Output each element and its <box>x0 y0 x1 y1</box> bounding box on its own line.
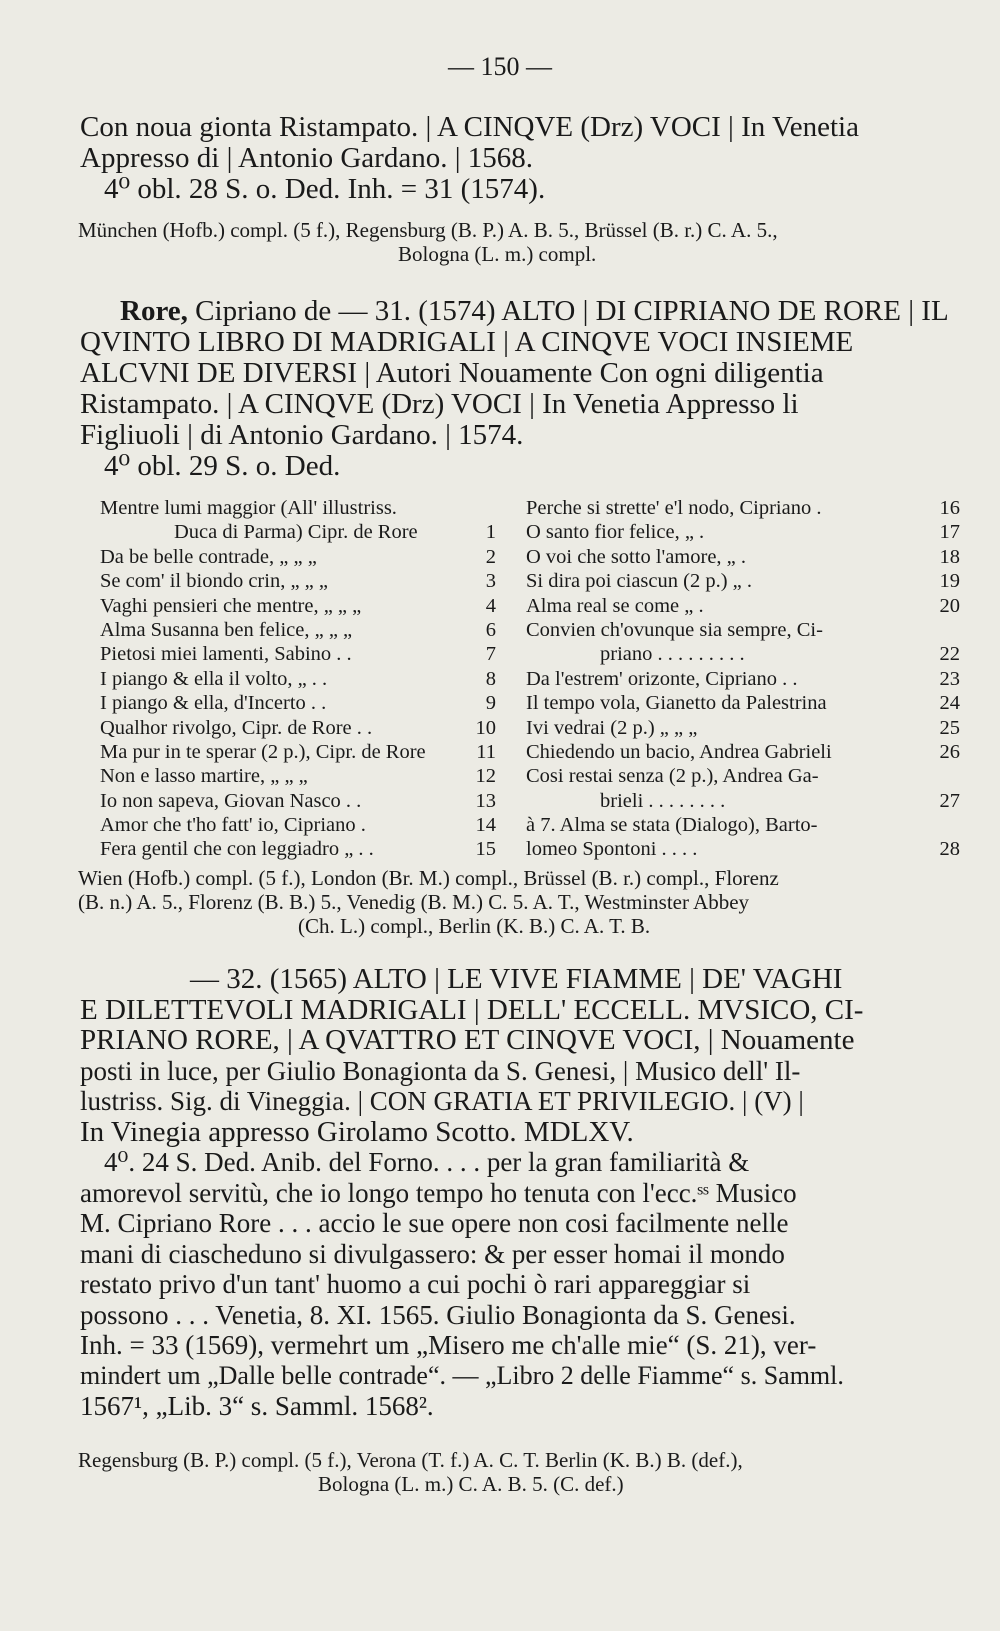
madrigal-number <box>470 496 496 520</box>
location-line: München (Hofb.) compl. (5 f.), Regensburg (B. P.) A. B. 5., Brüssel (B. r.) C. A. 5., <box>78 218 778 242</box>
contents-item <box>526 837 960 861</box>
text-line: QVINTO LIBRO DI MADRIGALI | A CINQVE VOCI INSIEME <box>80 326 854 358</box>
page-number: — 150 — <box>448 52 552 81</box>
madrigal-title: Alma real se come „ . <box>526 594 704 617</box>
madrigal-number: 8 <box>485 667 496 690</box>
madrigal-number: 10 <box>475 716 496 739</box>
madrigal-number: 13 <box>475 789 496 812</box>
text-line: posti in luce, per Giulio Bonagionta da S. Genesi, | Musico dell' Il- <box>80 1055 801 1086</box>
library-locations <box>78 218 963 266</box>
madrigal-title: Ivi vedrai (2 p.) „ „ „ <box>526 716 698 739</box>
madrigal-title: Pietosi miei lamenti, Sabino . . <box>100 643 352 666</box>
madrigal-title: à 7. Alma se stata (Dialogo), Barto- <box>526 814 818 837</box>
madrigal-title: Qualhor rivolgo, Cipr. de Rore . . <box>100 716 373 739</box>
contents-item <box>100 667 496 691</box>
text-line: Figliuoli | di Antonio Gardano. | 1574. <box>80 419 524 451</box>
contents-item <box>526 667 960 691</box>
madrigal-title: Perche si strette' e'l nodo, Cipriano . <box>526 497 822 519</box>
text-line: ALCVNI DE DIVERSI | Autori Nouamente Con ogni diligentia <box>80 357 824 389</box>
contents-item <box>100 520 496 544</box>
contents-item <box>526 716 960 740</box>
madrigal-title: Duca di Parma) Cipr. de Rore <box>174 521 418 544</box>
contents-item <box>100 813 496 837</box>
text-line: amorevol servitù, che io longo tempo ho tenuta con l'ecc.ˢˢ Musico <box>80 1177 797 1208</box>
madrigal-title: I piango & ella il volto, „ . . <box>100 667 328 690</box>
madrigal-title: Non e lasso martire, „ „ „ <box>100 765 308 788</box>
contents-item <box>100 716 496 740</box>
entry-continuation <box>80 112 960 205</box>
text-line: restato privo d'un tant' huomo a cui pochi ò rari appareggiar si <box>80 1269 751 1299</box>
contents-item <box>100 594 496 618</box>
madrigal-title: O voi che sotto l'amore, „ . <box>526 545 747 568</box>
text-line: mani di ciascheduno si divulgassero: & per esser homai il mondo <box>80 1238 785 1269</box>
madrigal-title: brieli . . . . . . . . <box>600 789 726 812</box>
contents-item <box>100 837 496 861</box>
contents-item <box>100 618 496 642</box>
text-line: mindert um „Dalle belle contrade“. — „Libro 2 delle Fiamme“ s. Samml. <box>80 1360 844 1390</box>
location-line: Bologna (L. m.) compl. <box>398 242 597 266</box>
text-line: possono . . . Venetia, 8. XI. 1565. Giulio Bonagionta da S. Genesi. <box>80 1299 796 1330</box>
madrigal-number: 25 <box>939 716 960 739</box>
madrigal-number: 16 <box>939 497 960 519</box>
madrigal-number: 4 <box>485 594 496 617</box>
contents-item <box>526 569 960 593</box>
madrigal-title: priano . . . . . . . . . <box>600 643 745 666</box>
madrigal-title: Vaghi pensieri che mentre, „ „ „ <box>100 594 362 617</box>
contents-item <box>526 618 960 642</box>
location-line: Regensburg (B. P.) compl. (5 f.), Verona (T. f.) A. C. T. Berlin (K. B.) B. (def.), <box>78 1448 743 1472</box>
text-line: Cipriano de — 31. (1574) ALTO | DI CIPRIANO DE RORE | IL <box>195 295 949 327</box>
contents-item <box>100 740 496 764</box>
madrigal-title: Si dira poi ciascun (2 p.) „ . <box>526 570 753 593</box>
text-line: PRIANO RORE, | A QVATTRO ET CINQVE VOCI, | Nouamente <box>80 1024 855 1056</box>
madrigal-number: 28 <box>939 838 960 861</box>
contents-item <box>526 545 960 569</box>
contents-item <box>100 691 496 715</box>
madrigal-number: 22 <box>939 643 960 666</box>
madrigal-number: 27 <box>939 789 960 812</box>
madrigal-number <box>934 813 960 837</box>
contents-item <box>100 569 496 593</box>
madrigal-number: 6 <box>485 618 496 641</box>
madrigal-number: 2 <box>485 545 496 568</box>
contents-item <box>526 496 960 520</box>
madrigal-title: Io non sapeva, Giovan Nasco . . <box>100 789 362 812</box>
madrigal-title: Se com' il biondo crin, „ „ „ <box>100 570 328 593</box>
text-line: Ristampato. | A CINQVE (Drz) VOCI | In Venetia Appresso li <box>80 388 799 420</box>
madrigal-title: Amor che t'ho fatt' io, Cipriano . <box>100 814 366 837</box>
text-line: 1567¹, „Lib. 3“ s. Samml. 1568². <box>80 1391 434 1421</box>
madrigal-number: 17 <box>939 521 960 544</box>
location-line: Wien (Hofb.) compl. (5 f.), London (Br. M.) compl., Brüssel (B. r.) compl., Florenz <box>78 866 779 890</box>
madrigal-number: 18 <box>939 545 960 568</box>
contents-item <box>526 813 960 837</box>
contents-item <box>526 520 960 544</box>
text-line: 4⁰ obl. 29 S. o. Ded. <box>104 450 341 482</box>
location-line: Bologna (L. m.) C. A. B. 5. (C. def.) <box>318 1472 624 1496</box>
madrigal-number: 3 <box>485 570 496 593</box>
madrigal-title: Alma Susanna ben felice, „ „ „ <box>100 618 353 641</box>
madrigal-title: lomeo Spontoni . . . . <box>526 838 698 861</box>
text-line: E DILETTEVOLI MADRIGALI | DELL' ECCELL. MVSICO, CI- <box>80 993 864 1026</box>
contents-item <box>526 691 960 715</box>
contents-right-column <box>526 496 960 862</box>
text-line: Appresso di | Antonio Gardano. | 1568. <box>80 142 534 174</box>
madrigal-title: Chiedendo un bacio, Andrea Gabrieli <box>526 740 832 763</box>
madrigal-number <box>934 764 960 788</box>
entry-32 <box>80 964 960 1422</box>
madrigal-number: 24 <box>939 692 960 715</box>
madrigal-title: Da l'estrem' orizonte, Cipriano . . <box>526 667 798 690</box>
madrigal-number: 11 <box>476 740 496 763</box>
text-line: 4⁰. 24 S. Ded. Anib. del Forno. . . . per la gran familiarità & <box>104 1147 750 1177</box>
contents-item <box>100 764 496 788</box>
text-line: In Vinegia appresso Girolamo Scotto. MDLXV. <box>80 1115 634 1148</box>
entry-31 <box>80 296 960 482</box>
text-line: Con noua gionta Ristampato. | A CINQVE (Drz) VOCI | In Venetia <box>80 111 859 143</box>
contents-item <box>526 789 960 813</box>
madrigal-number: 26 <box>939 740 960 763</box>
text-line: 4⁰ obl. 28 S. o. Ded. Inh. = 31 (1574). <box>104 173 546 205</box>
text-line: — 32. (1565) ALTO | LE VIVE FIAMME | DE' VAGHI <box>190 963 843 995</box>
composer-heading: Rore, <box>120 295 188 327</box>
madrigal-number: 7 <box>485 643 496 666</box>
location-line: (B. n.) A. 5., Florenz (B. B.) 5., Venedig (B. M.) C. 5. A. T., Westminster Abbey <box>78 890 750 914</box>
madrigal-number: 1 <box>485 521 496 544</box>
contents-item <box>526 642 960 666</box>
contents-left-column <box>100 496 496 862</box>
text-line: M. Cipriano Rore . . . accio le sue opere non cosi facilmente nelle <box>80 1208 789 1238</box>
text-line: lustriss. Sig. di Vineggia. | CON GRATIA ET PRIVILEGIO. | (V) | <box>80 1086 804 1116</box>
contents-item <box>526 764 960 788</box>
text-line: Inh. = 33 (1569), vermehrt um „Misero me ch'alle mie“ (S. 21), ver- <box>80 1330 817 1360</box>
contents-item <box>100 545 496 569</box>
madrigal-number: 14 <box>475 814 496 837</box>
library-locations <box>78 1448 963 1496</box>
contents-item <box>100 789 496 813</box>
contents-item <box>100 642 496 666</box>
madrigal-number: 9 <box>485 692 496 715</box>
madrigal-title: I piango & ella, d'Incerto . . <box>100 692 327 715</box>
contents-item <box>526 594 960 618</box>
contents-item <box>100 496 496 520</box>
madrigal-number <box>934 618 960 642</box>
madrigal-title: Mentre lumi maggior (All' illustriss. <box>100 497 397 519</box>
location-line: (Ch. L.) compl., Berlin (K. B.) C. A. T. B. <box>298 914 651 938</box>
madrigal-title: Convien ch'ovunque sia sempre, Ci- <box>526 618 823 641</box>
madrigal-number: 20 <box>939 594 960 617</box>
madrigal-title: Fera gentil che con leggiadro „ . . <box>100 838 374 861</box>
madrigal-number: 15 <box>475 838 496 861</box>
madrigal-title: Ma pur in te sperar (2 p.), Cipr. de Rore <box>100 740 426 763</box>
madrigal-number: 12 <box>475 765 496 788</box>
madrigal-number: 23 <box>939 667 960 690</box>
madrigal-title: Cosi restai senza (2 p.), Andrea Ga- <box>526 765 819 788</box>
madrigal-title: Da be belle contrade, „ „ „ <box>100 545 317 568</box>
madrigal-number: 19 <box>939 570 960 593</box>
contents-item <box>526 740 960 764</box>
madrigal-title: O santo fior felice, „ . <box>526 521 705 544</box>
library-locations <box>78 866 963 938</box>
madrigal-title: Il tempo vola, Gianetto da Palestrina <box>526 692 827 715</box>
